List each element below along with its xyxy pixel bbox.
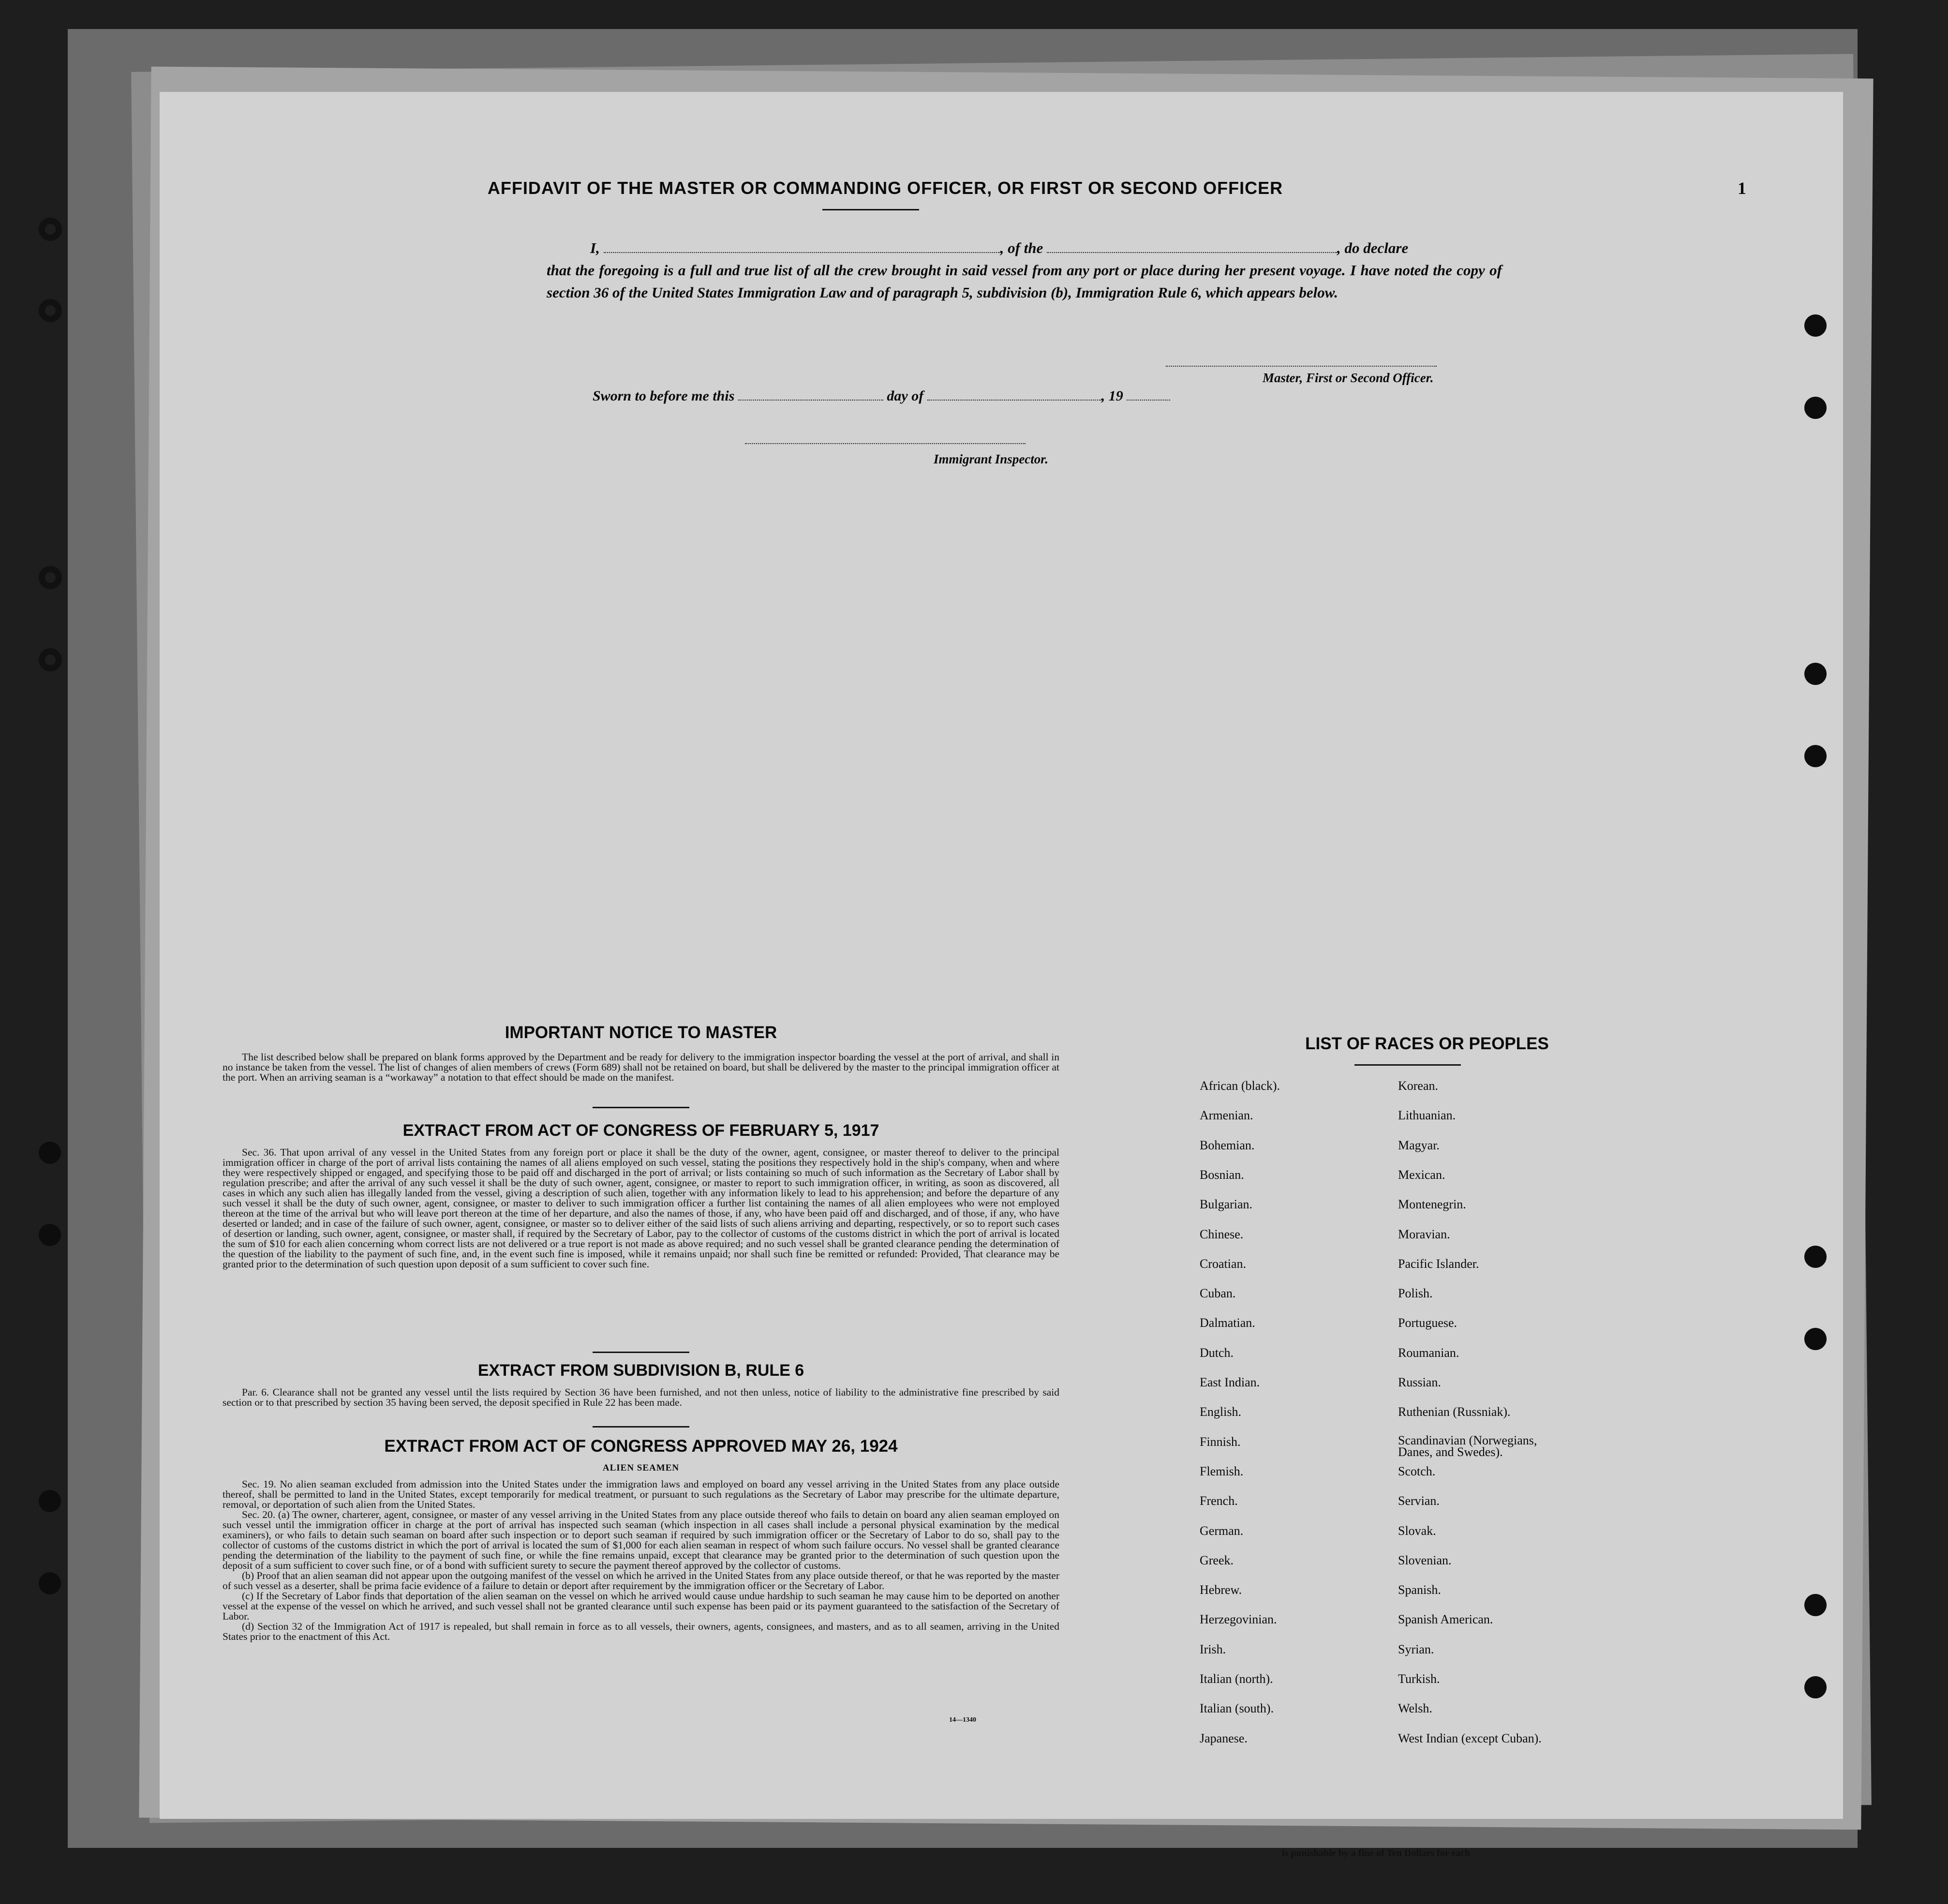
race-item: Japanese.: [1200, 1731, 1248, 1745]
binder-hole-icon: [39, 1490, 61, 1512]
divider: [593, 1426, 689, 1428]
race-item: West Indian (except Cuban).: [1398, 1731, 1542, 1745]
form-code: 14—1340: [949, 1716, 976, 1724]
rule-6-text: Par. 6. Clearance shall not be granted any vessel until the lists required by Section 36 have been furnished, and not then unless, notice of liability to the administrative fine prescribed by said section or to that prescribed by section 35 having been served, the deposit specified in Rule 22 has been made.: [223, 1386, 1059, 1408]
sworn-year-field[interactable]: [1127, 390, 1170, 401]
race-item: Dalmatian.: [1200, 1316, 1255, 1330]
races-title: LIST OF RACES OR PEOPLES: [1305, 1034, 1549, 1053]
extract-1924-title: EXTRACT FROM ACT OF CONGRESS APPROVED MAY 26, 1924: [384, 1437, 898, 1456]
race-item: Bosnian.: [1200, 1167, 1244, 1182]
year-prefix: , 19: [1101, 388, 1123, 404]
form-page: [160, 92, 1843, 1859]
race-item: English.: [1200, 1405, 1241, 1419]
affidavit-title: AFFIDAVIT OF THE MASTER OR COMMANDING OFFICER, OR FIRST OR SECOND OFFICER: [487, 178, 1283, 198]
race-item: Pacific Islander.: [1398, 1256, 1479, 1271]
sworn-month-field[interactable]: [927, 390, 1101, 401]
i-label: I,: [590, 239, 600, 256]
binder-hole-icon: [1804, 1676, 1827, 1698]
extract-1917-title: EXTRACT FROM ACT OF CONGRESS OF FEBRUARY 5, 1917: [402, 1121, 879, 1140]
sworn-prefix: Sworn to before me this: [593, 388, 735, 404]
race-item: Bulgarian.: [1200, 1197, 1253, 1212]
race-item: Slovak.: [1398, 1523, 1436, 1538]
master-name-field[interactable]: [604, 242, 1000, 253]
race-item: Portuguese.: [1398, 1316, 1457, 1330]
day-of-label: day of: [887, 388, 924, 404]
race-item: Armenian.: [1200, 1108, 1253, 1123]
do-declare-label: , do declare: [1337, 239, 1409, 256]
binder-hole-icon: [1804, 1328, 1827, 1350]
race-item: Italian (south).: [1200, 1701, 1274, 1716]
race-item: Polish.: [1398, 1286, 1433, 1301]
race-item: Irish.: [1200, 1642, 1226, 1656]
page-mark: 1: [1738, 178, 1746, 198]
race-item: Cuban.: [1200, 1286, 1236, 1301]
race-item: French.: [1200, 1494, 1238, 1508]
race-item: Turkish.: [1398, 1672, 1440, 1686]
binder-hole-icon: [39, 566, 62, 589]
divider: [822, 209, 919, 210]
race-item: Chinese.: [1200, 1227, 1244, 1241]
race-item: Lithuanian.: [1398, 1108, 1456, 1123]
signature-field[interactable]: [1166, 366, 1437, 367]
sworn-line: [593, 388, 1170, 404]
race-item: Ruthenian (Russniak).: [1398, 1405, 1511, 1419]
bottom-note: is punishable by a fine of Ten Dollars for each: [1282, 1848, 1471, 1859]
race-item: Scandinavian (Norwegians, Danes, and Swedes).: [1398, 1433, 1537, 1459]
sec-20b-text: (b) Proof that an alien seaman did not appear upon the outgoing manifest of the vessel on which he arrived in the United States from any place outside thereof, or that he was reported by the master of such vessel as a deserter, shall be prima facie evidence of a failure to detain or deport after requirement by the immigration officer or the Secretary of Labor.: [223, 1570, 1059, 1592]
race-item: Servian.: [1398, 1494, 1440, 1508]
sec-20d-text: (d) Section 32 of the Immigration Act of 1917 is repealed, but shall remain in force as to all vessels, their owners, agents, consignees, and masters, and as to all seamen, arriving in the United States prior to the enactment of this Act.: [223, 1621, 1059, 1642]
race-item: Spanish American.: [1398, 1612, 1493, 1627]
of-the-label: , of the: [1000, 239, 1043, 256]
race-item: Mexican.: [1398, 1167, 1445, 1182]
binder-hole-icon: [39, 299, 62, 322]
rule-6-body: [223, 1387, 1059, 1408]
binder-hole-icon: [1804, 1246, 1827, 1268]
sec-20c-text: (c) If the Secretary of Labor finds that deportation of the alien seaman on the vessel on which he arrived would cause undue hardship to such seaman he may cause him to be deported on another vessel at the expense of the vessel on which he arrived, and such vessel shall not be granted clearance until such expense has been paid or its payment guaranteed to the satisfaction of the Secretary of Labor.: [223, 1590, 1059, 1622]
race-item: African (black).: [1200, 1079, 1280, 1093]
race-item: Spanish.: [1398, 1583, 1441, 1597]
notice-body: [223, 1052, 1059, 1083]
extract-1917-body: [223, 1147, 1059, 1269]
race-item: Welsh.: [1398, 1701, 1432, 1716]
race-item: Hebrew.: [1200, 1583, 1242, 1597]
inspector-signature-field[interactable]: [745, 443, 1026, 444]
affidavit-declaration: [547, 237, 1502, 304]
rule-6-title: EXTRACT FROM SUBDIVISION B, RULE 6: [477, 1361, 804, 1380]
extract-1917-text: Sec. 36. That upon arrival of any vessel in the United States from any foreign port or place it shall be the duty of the owner, agent, consignee, or master thereof to deliver to the principal immigration officer in charge of the port of arrival lists containing the names of all aliens employed on such vessel, stating the positions they respectively hold in the ship's company, when and where they were respectively shipped or engaged, and specifying those to be paid off and discharged in the port of arrival; or lists containing so much of such information as the Secretary of Labor shall by regulation prescribe; and after the arrival of any such vessel it shall be the duty of such owner, agent, consignee, or master to report to such immigration officer, in writing, as soon as discovered, all cases in which any such alien has illegally landed from the vessel, giving a description of such alien, together with any information likely to lead to his apprehension; and before the departure of any such vessel it shall be the duty of such owner, agent, consignee, or master to deliver to such immigration officer a further list containing the names of all alien employees who were not employed thereon at the time of the arrival but who will leave port thereon at the time of her departure, and also the names of those, if any, who have been paid off and discharged, and of those, if any, who have deserted or landed; and in case of the failure of such owner, agent, consignee, or master so to deliver either of the said lists of such aliens arriving and departing, respectively, or so to report such cases of desertion or landing, such owner, agent, consignee, or master shall, if required by the Secretary of Labor, pay to the collector of customs of the customs district in which the port of arrival is located the sum of $10 for each alien concerning whom correct lists are not delivered or a true report is not made as above required; and no such vessel shall be granted clearance pending the determination of the question of the liability to the payment of such fine, and, in the event such fine is imposed, while it remains unpaid; nor shall such fine be remitted or refunded: Provided, That clearance may be granted prior to the determination of such question upon deposit of a sum sufficient to cover such fine.: [223, 1146, 1059, 1270]
binder-hole-icon: [39, 1572, 61, 1594]
notice-text: The list described below shall be prepared on blank forms approved by the Department and be ready for delivery to the immigration inspector boarding the vessel at the port of arrival, and shall in no instance be taken from the vessel. The list of changes of alien members of crews (Form 689) shall not be retained on board, but shall be delivered by the master to the principal immigration officer at the port. When an arriving seaman is a “workaway” a notation to that effect should be made on the manifest.: [223, 1051, 1059, 1083]
race-item: Finnish.: [1200, 1434, 1241, 1449]
binder-hole-icon: [1804, 397, 1827, 419]
race-item: Flemish.: [1200, 1464, 1244, 1478]
binder-hole-icon: [1804, 314, 1827, 337]
race-item: Moravian.: [1398, 1227, 1450, 1241]
alien-seamen-subtitle: ALIEN SEAMEN: [602, 1463, 680, 1473]
binder-hole-icon: [1804, 1594, 1827, 1616]
divider: [1354, 1064, 1461, 1066]
divider: [593, 1107, 689, 1108]
sec-20a-text: Sec. 20. (a) The owner, charterer, agent, consignee, or master of any vessel arriving in the United States from any place outside thereof who fails to detain on board any alien seaman employed on such vessel until the immigration officer in charge at the port of arrival has inspected such seaman (which inspection in all cases shall include a personal physical examination by the medical examiners), or who fails to detain such seaman on board after such inspection or to deport such seaman if required by such immigration officer or the Secretary of Labor to do so, shall pay to the collector of customs of the customs district in which the port of arrival is located the sum of $1,000 for each alien seaman in respect of whom such failure occurs. No vessel shall be granted clearance pending the determination of the liability to the payment of such fine, or while the fine remains unpaid, except that clearance may be granted prior to the determination of such question upon the deposit of a sum sufficient to cover such fine, or of a bond with sufficient surety to secure the payment thereof approved by the collector of customs.: [223, 1509, 1059, 1571]
race-item: Russian.: [1398, 1375, 1441, 1389]
race-item: East Indian.: [1200, 1375, 1260, 1389]
race-item: Montenegrin.: [1398, 1197, 1466, 1212]
binder-hole-icon: [39, 218, 62, 241]
race-item: Dutch.: [1200, 1345, 1234, 1360]
race-item: Korean.: [1398, 1079, 1439, 1093]
signature-label: Master, First or Second Officer.: [1263, 371, 1434, 385]
binder-hole-icon: [39, 1142, 61, 1164]
binder-hole-icon: [1804, 745, 1827, 767]
binder-hole-icon: [39, 1224, 61, 1246]
binder-hole-icon: [39, 648, 62, 671]
extract-1924-body: [223, 1479, 1059, 1642]
race-item: German.: [1200, 1523, 1244, 1538]
sworn-day-field[interactable]: [738, 390, 883, 401]
race-item: Roumanian.: [1398, 1345, 1459, 1360]
vessel-name-field[interactable]: [1047, 242, 1337, 253]
race-item: Greek.: [1200, 1553, 1234, 1567]
race-item: Italian (north).: [1200, 1672, 1273, 1686]
race-item: Croatian.: [1200, 1256, 1247, 1271]
affidavit-body: that the foregoing is a full and true list of all the crew brought in said vessel from any port or place during her present voyage. I have noted the copy of section 36 of the United States Immigration Law and of paragraph 5, subdivision (b), Immigration Rule 6, which appears below.: [547, 262, 1502, 301]
sec-19-text: Sec. 19. No alien seaman excluded from admission into the United States under the immigration laws and employed on board any vessel arriving in the United States from any place outside thereof, shall be permitted to land in the United States, except temporarily for medical treatment, or pursuant to such regulations as the Secretary of Labor may prescribe for the ultimate departure, removal, or deportation of such alien from the United States.: [223, 1478, 1059, 1510]
race-item: Slovenian.: [1398, 1553, 1452, 1567]
race-item: Scotch.: [1398, 1464, 1436, 1478]
divider: [593, 1352, 689, 1353]
race-item: Herzegovinian.: [1200, 1612, 1277, 1627]
race-item: Bohemian.: [1200, 1138, 1255, 1152]
race-item: Syrian.: [1398, 1642, 1434, 1656]
binder-hole-icon: [1804, 663, 1827, 685]
race-item: Magyar.: [1398, 1138, 1440, 1152]
inspector-label: Immigrant Inspector.: [934, 452, 1049, 466]
notice-title: IMPORTANT NOTICE TO MASTER: [505, 1023, 777, 1042]
